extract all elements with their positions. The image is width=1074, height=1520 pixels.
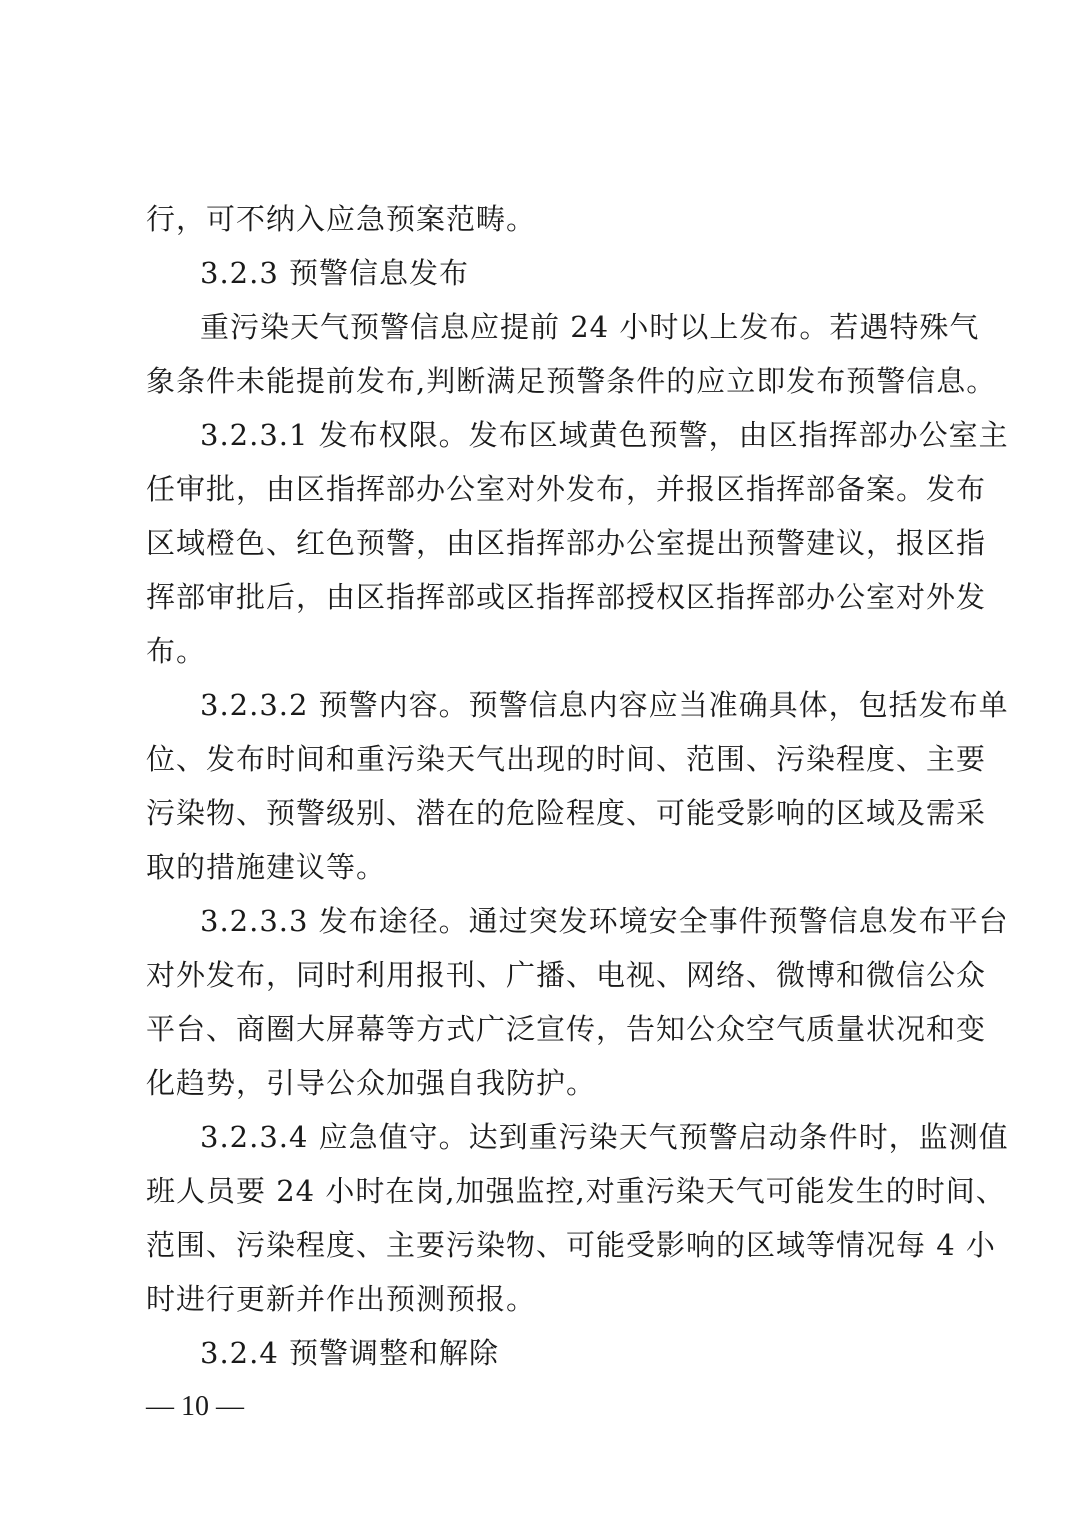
body-line: 对外发布，同时利用报刊、广播、电视、网络、微博和微信公众 [146,958,987,992]
body-line: 3.2.3.4 应急值守。达到重污染天气预警启动条件时，监测值 [200,1120,1009,1154]
body-line: 化趋势，引导公众加强自我防护。 [146,1066,597,1100]
body-line: 平台、商圈大屏幕等方式广泛宣传，告知公众空气质量状况和变 [146,1012,987,1046]
body-line: 3.2.3.1 发布权限。发布区域黄色预警，由区指挥部办公室主 [200,418,1009,452]
body-line: 时进行更新并作出预测预报。 [146,1282,537,1316]
body-line: 污染物、预警级别、潜在的危险程度、可能受影响的区域及需采 [146,796,987,830]
body-line: 3.2.3.2 预警内容。预警信息内容应当准确具体，包括发布单 [200,688,1009,722]
body-line: 区域橙色、红色预警，由区指挥部办公室提出预警建议，报区指 [146,526,987,560]
body-line: 班人员要 24 小时在岗,加强监控,对重污染天气可能发生的时间、 [146,1174,1006,1208]
page-number: — 10 — [146,1391,244,1422]
body-line: 行，可不纳入应急预案范畴。 [146,202,537,236]
body-line: 挥部审批后，由区指挥部或区指挥部授权区指挥部办公室对外发 [146,580,987,614]
body-line: 取的措施建议等。 [146,850,387,884]
body-line: 象条件未能提前发布,判断满足预警条件的应立即发布预警信息。 [146,364,997,398]
section-heading: 3.2.4 预警调整和解除 [200,1336,500,1370]
section-heading: 3.2.3 预警信息发布 [200,256,470,290]
body-line: 3.2.3.3 发布途径。通过突发环境安全事件预警信息发布平台 [200,904,1009,938]
body-line: 布。 [146,634,207,668]
body-line: 重污染天气预警信息应提前 24 小时以上发布。若遇特殊气 [200,310,980,344]
body-line: 范围、污染程度、主要污染物、可能受影响的区域等情况每 4 小 [146,1228,996,1262]
body-line: 任审批，由区指挥部办公室对外发布，并报区指挥部备案。发布 [146,472,987,506]
body-line: 位、发布时间和重污染天气出现的时间、范围、污染程度、主要 [146,742,987,776]
